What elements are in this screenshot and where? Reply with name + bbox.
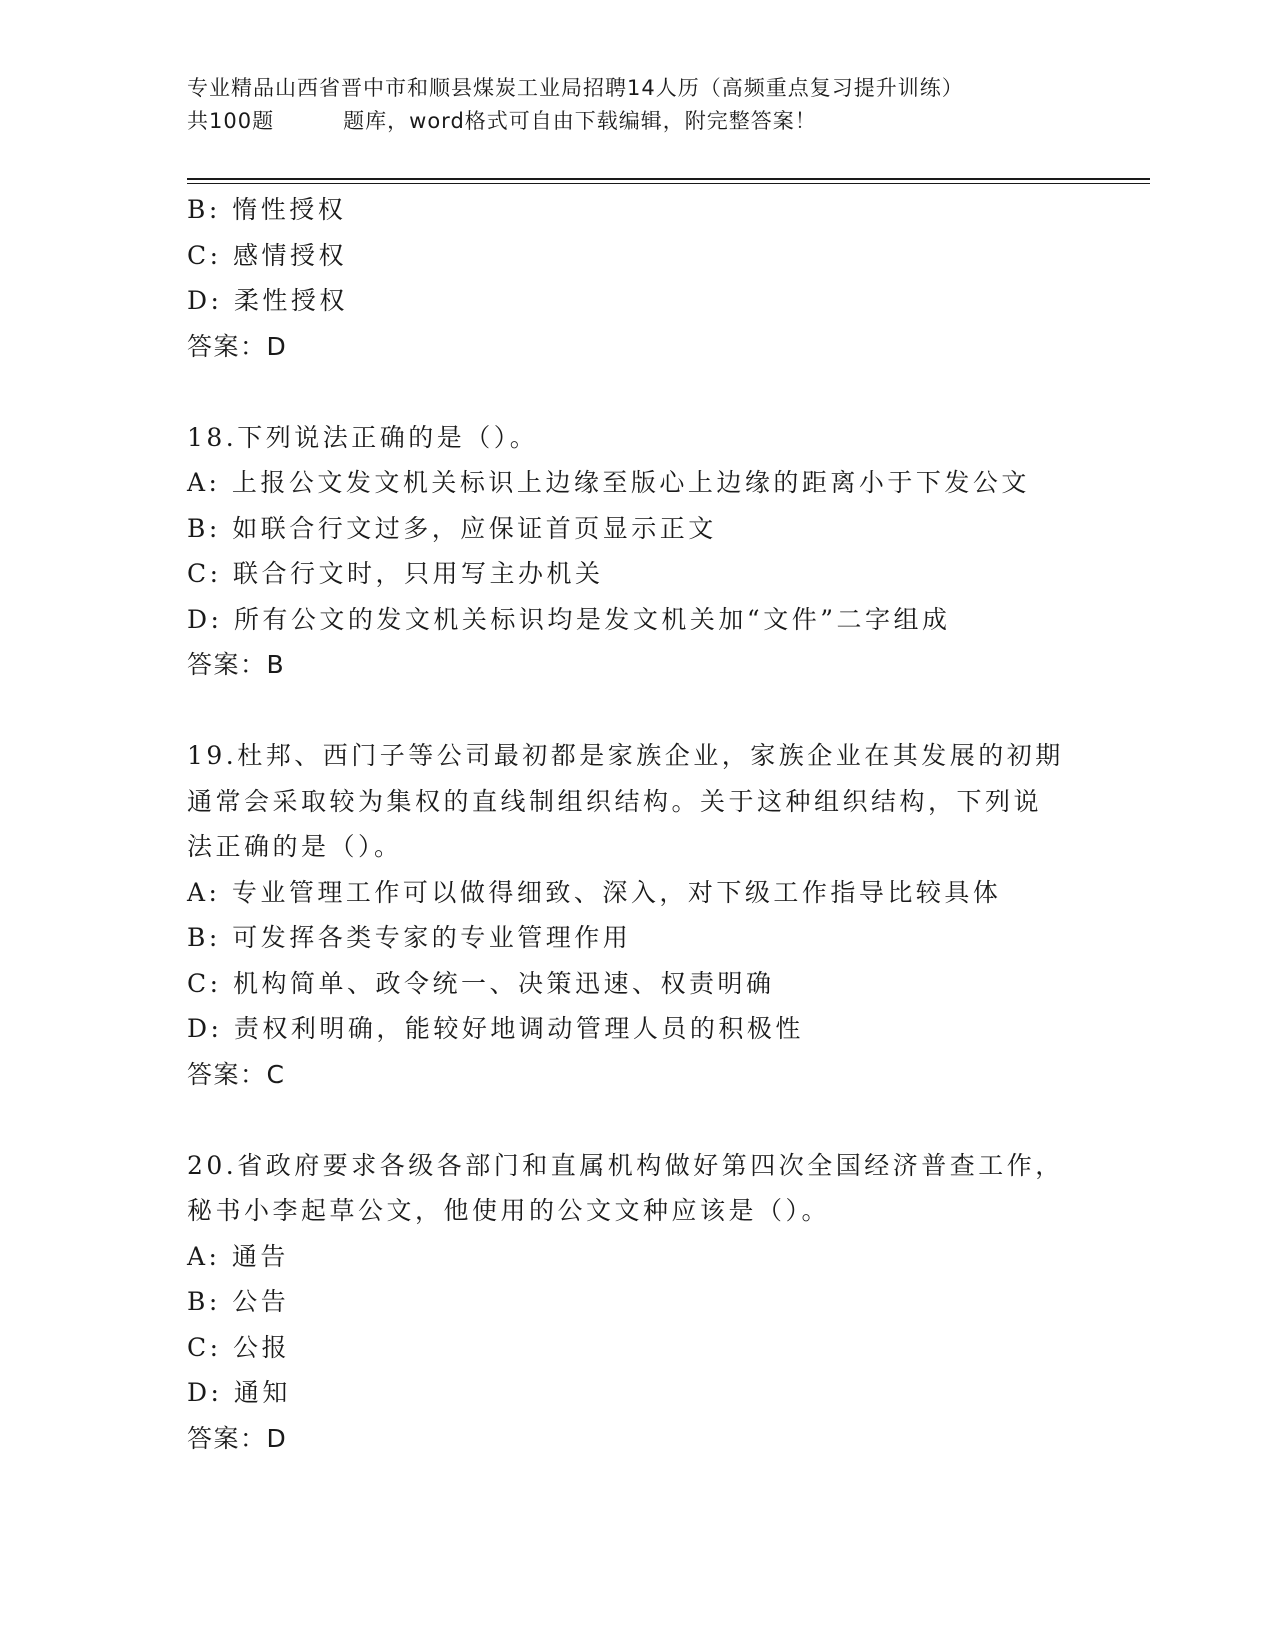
- option-d: D: 所有公文的发文机关标识均是发文机关加“文件”二字组成: [187, 604, 951, 634]
- question-20: [187, 1143, 1147, 1462]
- header-divider-thick: [187, 178, 1150, 180]
- question-stem: 18.下列说法正确的是（）。: [187, 422, 539, 452]
- option-d: D: 通知: [187, 1378, 291, 1407]
- answer-line: 答案：C: [187, 1059, 286, 1089]
- spacer: [187, 688, 1147, 734]
- answer-line: 答案：D: [187, 1423, 288, 1453]
- question-content: [187, 187, 1147, 1461]
- option-c: C: 感情授权: [187, 240, 347, 270]
- option-b: B: 惰性授权: [187, 195, 347, 224]
- question-stem: 法正确的是（）。: [187, 832, 403, 861]
- answer-line: 答案：D: [187, 331, 288, 361]
- header-title-line-1: 专业精品山西省晋中市和顺县煤炭工业局招聘14人历（高频重点复习提升训练）: [187, 76, 964, 100]
- header-divider-thin: [187, 183, 1150, 184]
- question-stem: 19.杜邦、西门子等公司最初都是家族企业，家族企业在其发展的初期: [187, 741, 1064, 770]
- option-a: A: 通告: [187, 1241, 289, 1271]
- question-stem: 秘书小李起草公文，他使用的公文文种应该是（）。: [187, 1196, 831, 1225]
- option-b: B: 如联合行文过多，应保证首页显示正文: [187, 513, 717, 543]
- answer-line: 答案：B: [187, 650, 286, 679]
- option-c: C: 机构简单、政令统一、决策迅速、权责明确: [187, 968, 775, 998]
- option-d: D: 责权利明确，能较好地调动管理人员的积极性: [187, 1014, 804, 1043]
- option-a: A: 上报公文发文机关标识上边缘至版心上边缘的距离小于下发公文: [187, 468, 1030, 497]
- question-stem: 通常会采取较为集权的直线制组织结构。关于这种组织结构，下列说: [187, 786, 1043, 816]
- option-b: B: 可发挥各类专家的专业管理作用: [187, 923, 632, 952]
- question-19: [187, 733, 1147, 1097]
- spacer: [187, 369, 1147, 415]
- question-17-continuation: [187, 187, 1147, 369]
- option-c: C: 公报: [187, 1332, 290, 1362]
- header-title-line-2: 共100题 题库，word格式可自由下载编辑，附完整答案！: [187, 109, 817, 133]
- option-a: A: 专业管理工作可以做得细致、深入，对下级工作指导比较具体: [187, 877, 1002, 907]
- page-header: [187, 72, 1147, 138]
- spacer: [187, 1097, 1147, 1143]
- option-b: B: 公告: [187, 1287, 290, 1316]
- question-stem: 20.省政府要求各级各部门和直属机构做好第四次全国经济普查工作，: [187, 1150, 1064, 1180]
- option-c: C: 联合行文时，只用写主办机关: [187, 559, 604, 588]
- option-d: D: 柔性授权: [187, 286, 348, 315]
- question-18: [187, 415, 1147, 688]
